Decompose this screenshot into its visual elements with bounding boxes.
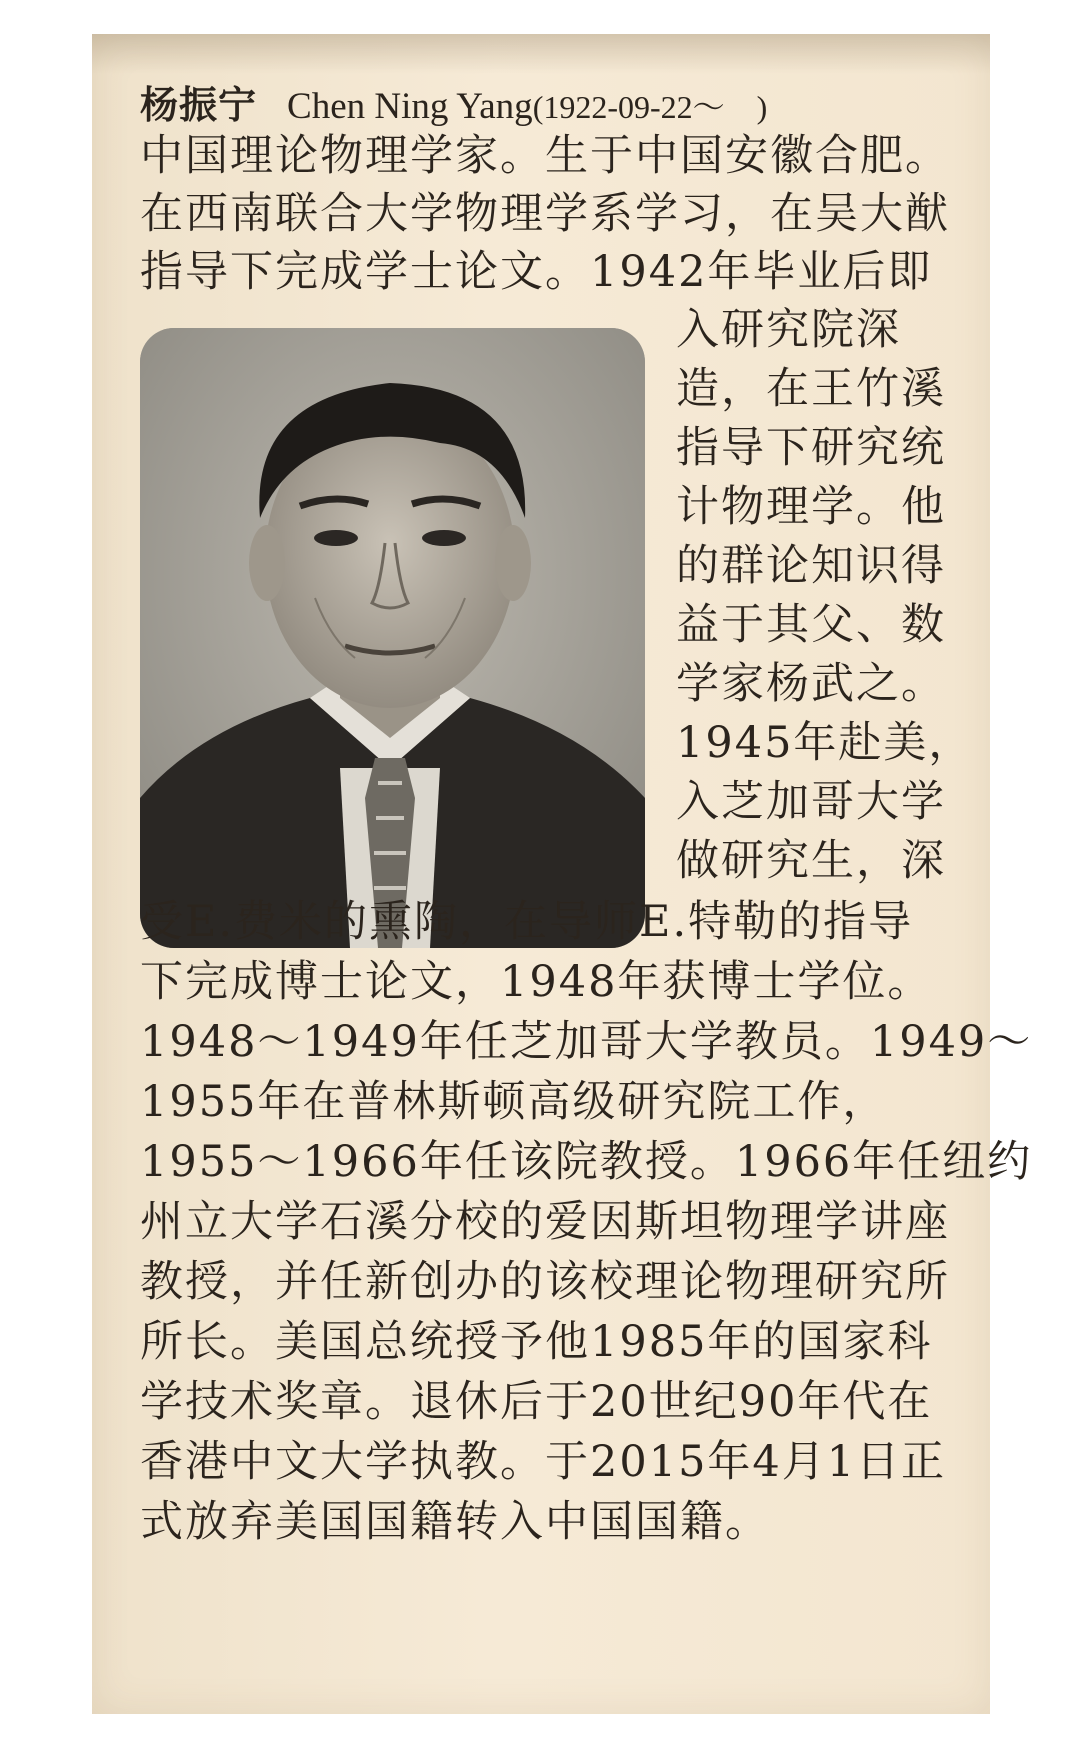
text-line: 计物理学。他 [676, 482, 946, 532]
text-line: 在西南联合大学物理学系学习，在吴大猷 [140, 189, 950, 239]
text-line: 受E.费米的熏陶，在导师E.特勒的指导 [140, 897, 914, 947]
text-line: 式放弃美国国籍转入中国国籍。 [140, 1497, 770, 1547]
text-line: 下完成博士论文，1948年获博士学位。 [140, 957, 933, 1007]
text-line: 益于其父、数 [676, 600, 946, 650]
text-line: 指导下研究统 [676, 423, 946, 473]
text-line: 1948～1949年任芝加哥大学教员。1949～ [140, 1017, 1033, 1067]
text-line: 指导下完成学士论文。1942年毕业后即 [140, 247, 933, 297]
text-line: 中国理论物理学家。生于中国安徽合肥。 [140, 131, 950, 181]
text-line: 1955年在普林斯顿高级研究院工作， [140, 1077, 888, 1127]
text-line: 学技术奖章。退休后于20世纪90年代在 [140, 1377, 933, 1427]
page-top-shadow [92, 34, 990, 74]
text-line: 造，在王竹溪 [676, 364, 946, 414]
text-line: 的群论知识得 [676, 541, 946, 591]
dictionary-page [92, 34, 1033, 1714]
portrait-photo [140, 328, 645, 948]
entry-heading [140, 76, 986, 135]
text-line: 入芝加哥大学 [676, 777, 946, 827]
text-line: 香港中文大学执教。于2015年4月1日正 [140, 1437, 947, 1487]
text-line: 入研究院深 [676, 305, 901, 355]
text-line: 1945年赴美， [676, 718, 974, 768]
text-line: 学家杨武之。 [676, 659, 946, 709]
text-line: 教授，并任新创办的该校理论物理研究所 [140, 1257, 950, 1307]
text-line: 州立大学石溪分校的爱因斯坦物理学讲座 [140, 1197, 950, 1247]
entry-dates: (1922-09-22～ ) [532, 89, 768, 125]
entry-latin-name: Chen Ning Yang [287, 86, 533, 127]
text-line: 1955～1966年任该院教授。1966年任纽约 [140, 1137, 1033, 1187]
text-line: 所长。美国总统授予他1985年的国家科 [140, 1317, 933, 1367]
text-line: 做研究生，深 [676, 836, 946, 886]
entry-headword: 杨振宁 [140, 83, 258, 127]
